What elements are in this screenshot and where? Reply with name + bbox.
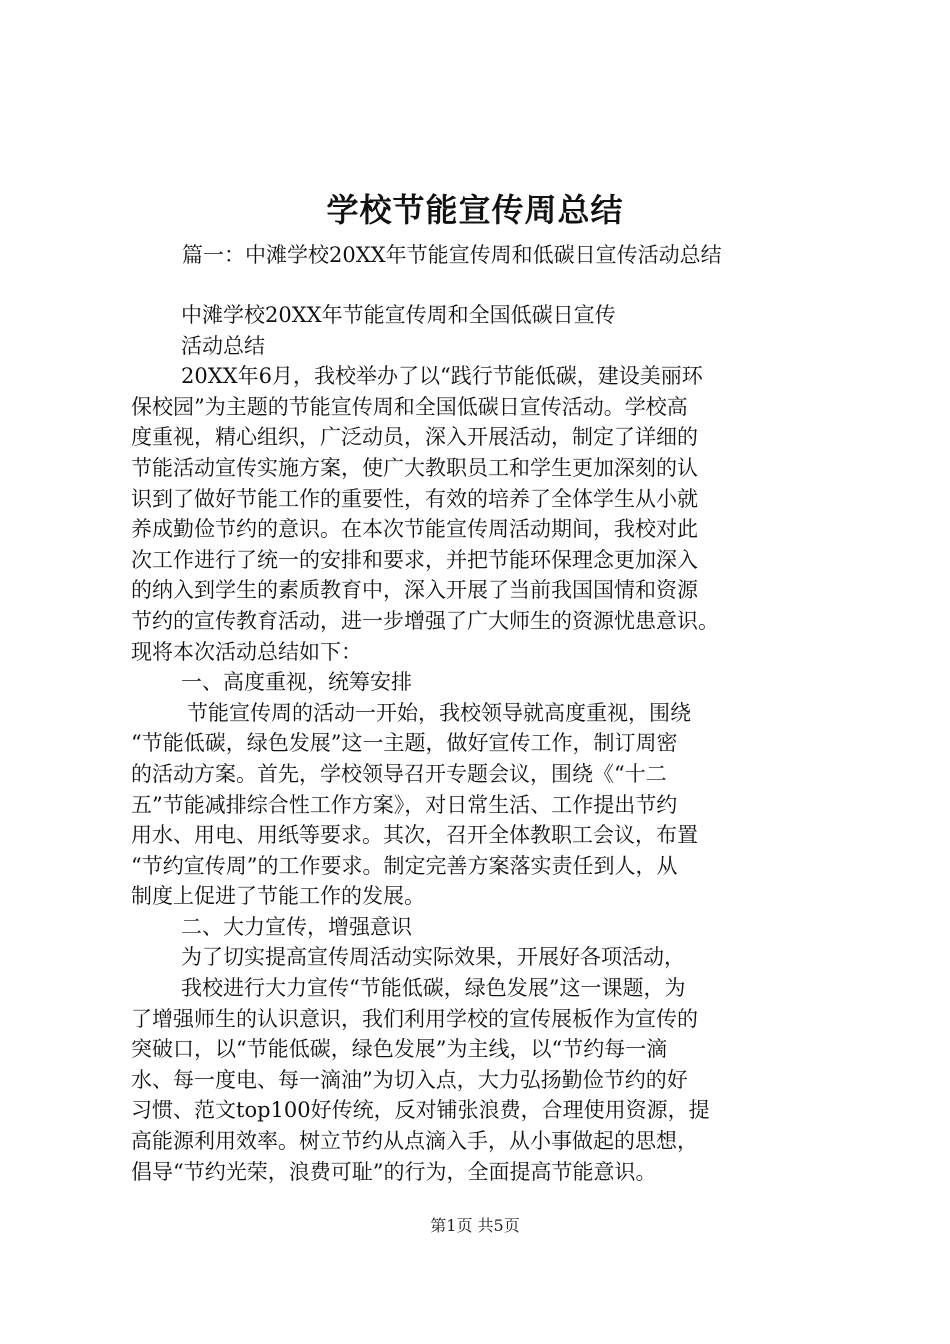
body-line: 节能活动宣传实施方案，使广大教职员工和学生更加深刻的认 (131, 455, 698, 480)
document-subtitle: 篇一：中滩学校20XX年节能宣传周和低碳日宣传活动总结 (182, 243, 722, 267)
body-line: 节能宣传周的活动一开始，我校领导就高度重视，围绕 (187, 700, 691, 725)
body-line: 20XX年6月，我校举办了以“践行节能低碳，建设美丽环 (181, 364, 703, 389)
body-line: 制度上促进了节能工作的发展。 (131, 884, 425, 909)
body-line: 突破口，以“节能低碳，绿色发展”为主线，以“节约每一滴 (131, 1037, 668, 1062)
body-line: 度重视，精心组织，广泛动员，深入开展活动，制定了详细的 (131, 425, 698, 450)
body-line: 次工作进行了统一的安排和要求，并把节能环保理念更加深入 (131, 547, 698, 572)
body-line: “节能低碳，绿色发展”这一主题，做好宣传工作，制订周密 (131, 731, 678, 756)
section-heading: 二、大力宣传，增强意识 (181, 914, 412, 939)
body-line: 的纳入到学生的素质教育中，深入开展了当前我国国情和资源 (131, 578, 698, 603)
body-line: 高能源利用效率。树立节约从点滴入手，从小事做起的思想， (131, 1129, 698, 1154)
body-line: 习惯、范文top100好传统，反对铺张浪费，合理使用资源，提 (131, 1098, 710, 1123)
body-line: 我校进行大力宣传“节能低碳，绿色发展”这一课题，为 (181, 976, 686, 1001)
body-line: 节约的宣传教育活动，进一步增强了广大师生的资源忧患意识。 (131, 608, 719, 633)
body-line: 五”节能减排综合性工作方案》，对日常生活、工作提出节约 (131, 792, 678, 817)
body-line: 倡导“节约光荣，浪费可耻”的行为，全面提高节能意识。 (131, 1159, 657, 1184)
body-line: “节约宣传周”的工作要求。制定完善方案落实责任到人，从 (131, 853, 678, 878)
body-line: 为了切实提高宣传周活动实际效果，开展好各项活动， (181, 945, 685, 970)
page-number: 第1页 共5页 (430, 1216, 520, 1235)
body-line: 识到了做好节能工作的重要性，有效的培养了全体学生从小就 (131, 486, 698, 511)
body-line: 活动总结 (181, 333, 265, 358)
body-line: 中滩学校20XX年节能宣传周和全国低碳日宣传 (181, 303, 616, 327)
body-line: 用水、用电、用纸等要求。其次，召开全体教职工会议，布置 (131, 823, 698, 848)
body-line: 水、每一度电、每一滴油”为切入点，大力弘扬勤俭节约的好 (131, 1067, 688, 1092)
body-line: 养成勤俭节约的意识。在本次节能宣传周活动期间，我校对此 (131, 517, 698, 542)
document-body (131, 300, 831, 1187)
document-title: 学校节能宣传周总结 (326, 191, 624, 229)
section-heading: 一、高度重视，统筹安排 (181, 670, 412, 695)
body-line: 了增强师生的认识意识，我们利用学校的宣传展板作为宣传的 (131, 1006, 698, 1031)
body-line: 的活动方案。首先，学校领导召开专题会议，围绕《“十二 (131, 761, 667, 786)
body-line: 现将本次活动总结如下： (131, 639, 362, 664)
body-line: 保校园”为主题的节能宣传周和全国低碳日宣传活动。学校高 (131, 394, 688, 419)
